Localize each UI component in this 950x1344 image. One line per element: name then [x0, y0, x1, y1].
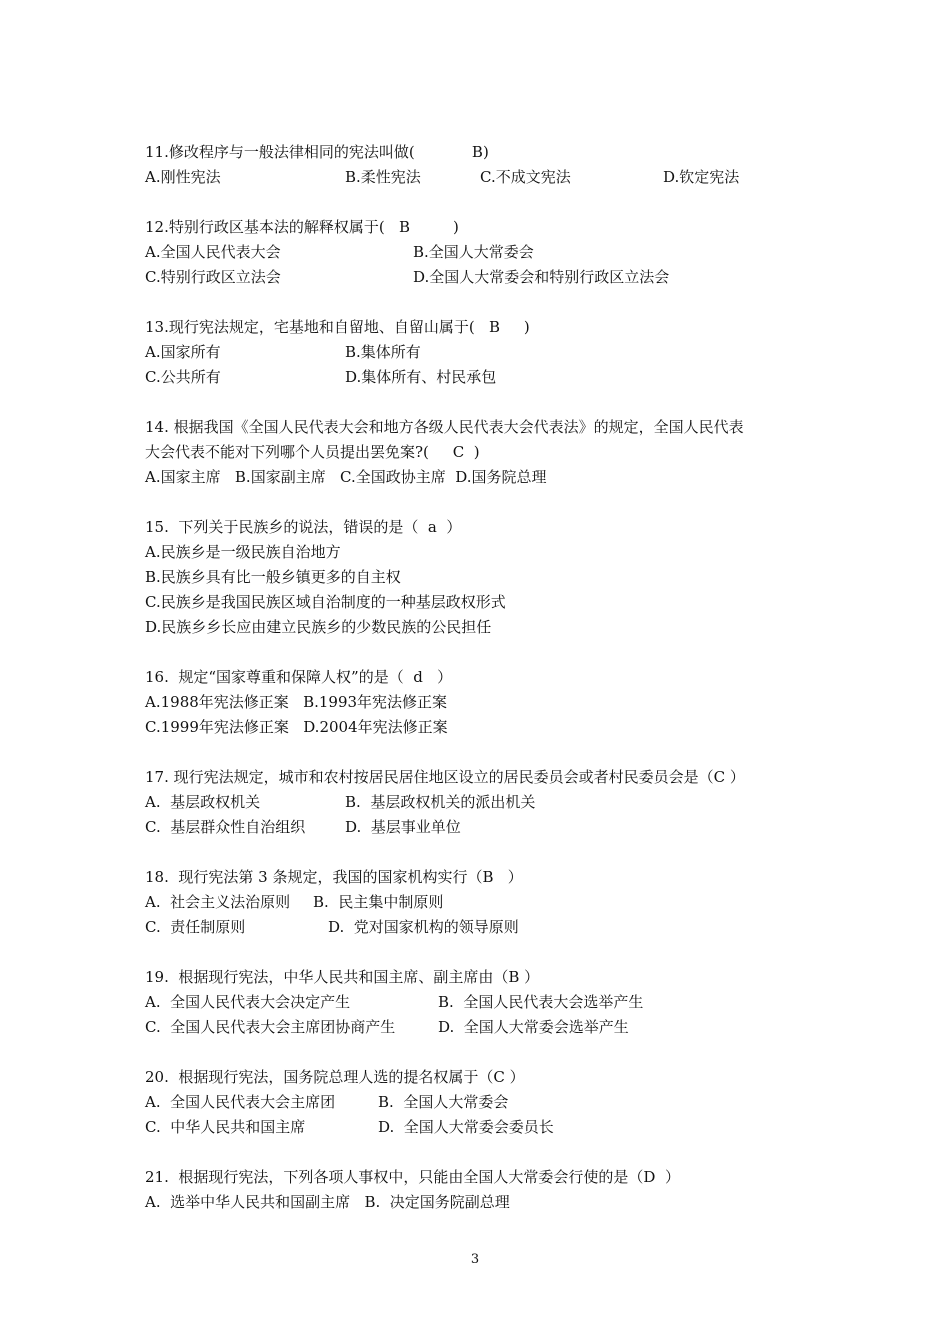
- option-d: D. 党对国家机构的领导原则: [328, 918, 519, 936]
- option-row: [145, 1090, 825, 1115]
- option-row: [145, 790, 825, 815]
- option-d: D. 基层事业单位: [345, 818, 461, 836]
- question-11: [145, 140, 825, 190]
- option-row: [145, 1015, 825, 1040]
- option-b: B.柔性宪法: [345, 168, 421, 186]
- option-d: D.钦定宪法: [663, 168, 740, 186]
- page-number: 3: [470, 1252, 480, 1267]
- option-c: C.公共所有: [145, 368, 221, 386]
- option-d: D.全国人大常委会和特别行政区立法会: [413, 268, 670, 286]
- question-16: [145, 665, 825, 740]
- question-stem: 20. 根据现行宪法，国务院总理人选的提名权属于（C ）: [145, 1068, 525, 1086]
- option-row: [145, 815, 825, 840]
- option-row: A.国家主席 B.国家副主席 C.全国政协主席 D.国务院总理: [145, 468, 547, 486]
- question-list: [145, 140, 825, 1240]
- option-row: [145, 165, 825, 190]
- question-stem: 13.现行宪法规定，宅基地和自留地、自留山属于( B ): [145, 318, 530, 336]
- option-row: C.1999年宪法修正案 D.2004年宪法修正案: [145, 718, 448, 736]
- option-a: A.国家所有: [145, 343, 221, 361]
- option-c: C. 责任制原则: [145, 918, 246, 936]
- option-b: B. 民主集中制原则: [313, 893, 444, 911]
- option-a: A.刚性宪法: [145, 168, 221, 186]
- question-stem: 11.修改程序与一般法律相同的宪法叫做( B): [145, 143, 489, 161]
- question-stem: 16. 规定“国家尊重和保障人权”的是（ d ）: [145, 668, 453, 686]
- option-a: A. 基层政权机关: [145, 793, 261, 811]
- question-stem: 14. 根据我国《全国人民代表大会和地方各级人民代表大会代表法》的规定，全国人民代表: [145, 418, 744, 436]
- question-15: [145, 515, 825, 640]
- question-17: [145, 765, 825, 840]
- option-c: C. 全国人民代表大会主席团协商产生: [145, 1018, 396, 1036]
- option-row: A. 选举中华人民共和国副主席 B. 决定国务院副总理: [145, 1193, 510, 1211]
- option-c: C.不成文宪法: [480, 168, 571, 186]
- question-stem: 17. 现行宪法规定，城市和农村按居民居住地区设立的居民委员会或者村民委员会是（C ）: [145, 768, 745, 786]
- question-20: [145, 1065, 825, 1140]
- option-row: [145, 365, 825, 390]
- option-row: [145, 890, 825, 915]
- option-b: B. 全国人大常委会: [378, 1093, 509, 1111]
- option-d: D. 全国人大常委会委员长: [378, 1118, 554, 1136]
- option-c: C.特别行政区立法会: [145, 268, 281, 286]
- option-b: B.全国人大常委会: [413, 243, 534, 261]
- option-c: C.民族乡是我国民族区域自治制度的一种基层政权形式: [145, 593, 506, 611]
- question-stem-continued: 大会代表不能对下列哪个人员提出罢免案?( C ): [145, 443, 480, 461]
- option-row: [145, 990, 825, 1015]
- option-row: [145, 915, 825, 940]
- question-stem: 21. 根据现行宪法，下列各项人事权中，只能由全国人大常委会行使的是（D ）: [145, 1168, 680, 1186]
- option-b: B. 全国人民代表大会选举产生: [438, 993, 644, 1011]
- option-b: B. 基层政权机关的派出机关: [345, 793, 536, 811]
- option-d: D.民族乡乡长应由建立民族乡的少数民族的公民担任: [145, 618, 492, 636]
- option-d: D.集体所有、村民承包: [345, 368, 497, 386]
- option-row: [145, 240, 825, 265]
- option-a: A.民族乡是一级民族自治地方: [145, 543, 341, 561]
- question-19: [145, 965, 825, 1040]
- question-stem: 12.特别行政区基本法的解释权属于( B ): [145, 218, 459, 236]
- question-stem: 18. 现行宪法第 3 条规定，我国的国家机构实行（B ）: [145, 868, 523, 886]
- option-b: B.集体所有: [345, 343, 421, 361]
- option-c: C. 中华人民共和国主席: [145, 1118, 306, 1136]
- option-row: [145, 1115, 825, 1140]
- option-c: C. 基层群众性自治组织: [145, 818, 306, 836]
- option-a: A. 全国人民代表大会决定产生: [145, 993, 351, 1011]
- option-row: [145, 265, 825, 290]
- option-d: D. 全国人大常委会选举产生: [438, 1018, 629, 1036]
- question-14: [145, 415, 825, 490]
- option-a: A.全国人民代表大会: [145, 243, 281, 261]
- option-row: [145, 340, 825, 365]
- option-a: A. 全国人民代表大会主席团: [145, 1093, 336, 1111]
- option-b: B.民族乡具有比一般乡镇更多的自主权: [145, 568, 401, 586]
- option-a: A. 社会主义法治原则: [145, 893, 291, 911]
- question-18: [145, 865, 825, 940]
- question-12: [145, 215, 825, 290]
- question-stem: 15. 下列关于民族乡的说法，错误的是（ a ）: [145, 518, 462, 536]
- option-row: A.1988年宪法修正案 B.1993年宪法修正案: [145, 693, 448, 711]
- question-21: [145, 1165, 825, 1215]
- question-13: [145, 315, 825, 390]
- question-stem: 19. 根据现行宪法，中华人民共和国主席、副主席由（B ）: [145, 968, 540, 986]
